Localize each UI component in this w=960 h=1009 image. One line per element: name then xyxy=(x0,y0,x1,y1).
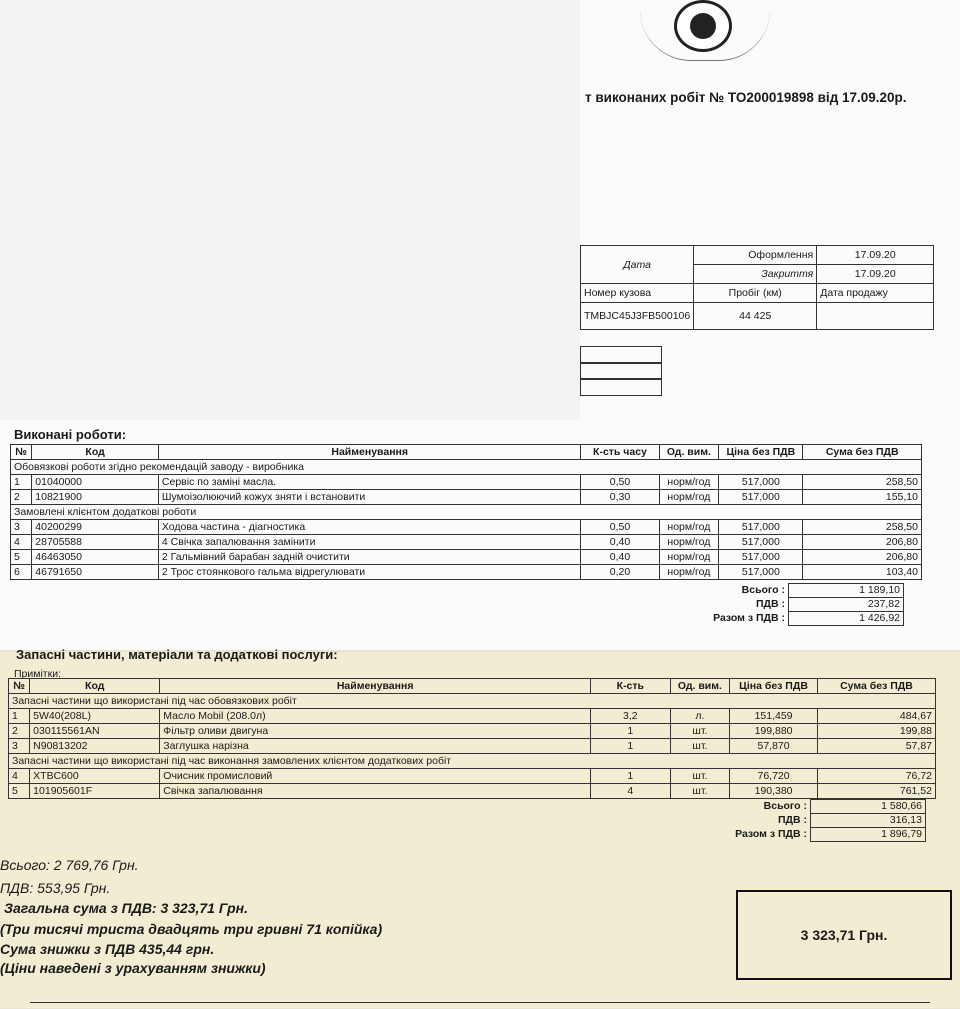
row-qty: 1 xyxy=(590,769,670,784)
row-unit: шт. xyxy=(670,724,730,739)
vin-value: TMBJC45J3FB500106 xyxy=(581,303,694,330)
row-price: 57,870 xyxy=(730,739,818,754)
works-total-label: Всього : xyxy=(741,584,785,596)
sale-date-label: Дата продажу xyxy=(817,284,934,303)
row-unit: шт. xyxy=(670,739,730,754)
row-name: 2 Трос стоянкового гальма відрегулювати xyxy=(158,565,581,580)
skoda-logo-icon xyxy=(674,0,732,52)
works-group-mandatory: Обовязкові роботи згідно рекомендацій заводу - виробника xyxy=(11,460,922,475)
summary-vat: ПДВ: 553,95 Грн. xyxy=(0,880,111,896)
mileage-value: 44 425 xyxy=(694,303,817,330)
issued-label: Оформлення xyxy=(694,246,817,265)
row-price: 517,000 xyxy=(719,550,803,565)
row-code: 46791650 xyxy=(32,565,159,580)
row-price: 517,000 xyxy=(719,490,803,505)
works-total-value: 1 189,10 xyxy=(789,584,904,598)
row-number: 4 xyxy=(11,535,32,550)
row-code: N90813202 xyxy=(30,739,160,754)
row-sum: 76,72 xyxy=(817,769,935,784)
date-label: Дата xyxy=(581,246,694,284)
row-unit: норм/год xyxy=(659,520,719,535)
row-number: 5 xyxy=(11,550,32,565)
parts-title: Запасні частини, матеріали та додаткові послуги: xyxy=(16,647,338,662)
info-table xyxy=(580,245,934,330)
summary-words: (Три тисячі триста двадцять три гривні 71 копійка) xyxy=(0,921,383,937)
row-name: Свічка запалювання xyxy=(160,784,591,799)
row-sum: 206,80 xyxy=(803,535,922,550)
row-price: 190,380 xyxy=(730,784,818,799)
col-price: Ціна без ПДВ xyxy=(730,679,818,694)
row-sum: 103,40 xyxy=(803,565,922,580)
row-qty: 4 xyxy=(590,784,670,799)
col-code: Код xyxy=(32,445,159,460)
col-number: № xyxy=(9,679,30,694)
grand-total-box xyxy=(736,890,952,980)
col-number: № xyxy=(11,445,32,460)
row-code: 28705588 xyxy=(32,535,159,550)
table-row xyxy=(11,550,922,565)
row-name: Шумоізолюючий кожух зняти і встановити xyxy=(158,490,581,505)
table-row xyxy=(11,535,922,550)
summary-total: Всього: 2 769,76 Грн. xyxy=(0,857,139,873)
sale-date-value xyxy=(817,303,934,330)
issued-value: 17.09.20 xyxy=(817,246,934,265)
row-name: Ходова частина - діагностика xyxy=(158,520,581,535)
row-number: 2 xyxy=(11,490,32,505)
row-price: 517,000 xyxy=(719,565,803,580)
table-row xyxy=(9,769,936,784)
works-title: Виконані роботи: xyxy=(14,427,127,442)
row-sum: 199,88 xyxy=(817,724,935,739)
table-row xyxy=(9,724,936,739)
row-price: 151,459 xyxy=(730,709,818,724)
row-price: 76,720 xyxy=(730,769,818,784)
parts-vat-value: 316,13 xyxy=(811,814,926,828)
row-sum: 206,80 xyxy=(803,550,922,565)
row-qty: 0,40 xyxy=(581,550,659,565)
row-price: 517,000 xyxy=(719,535,803,550)
row-qty: 1 xyxy=(590,739,670,754)
row-number: 6 xyxy=(11,565,32,580)
row-sum: 761,52 xyxy=(817,784,935,799)
works-table xyxy=(10,444,922,580)
row-unit: норм/год xyxy=(659,550,719,565)
row-sum: 258,50 xyxy=(803,520,922,535)
parts-total-label: Всього : xyxy=(763,800,807,812)
row-number: 3 xyxy=(9,739,30,754)
row-code: XTBC600 xyxy=(30,769,160,784)
col-price: Ціна без ПДВ xyxy=(719,445,803,460)
works-vat-value: 237,82 xyxy=(789,598,904,612)
table-row xyxy=(11,475,922,490)
row-unit: норм/год xyxy=(659,565,719,580)
blank-box xyxy=(580,378,662,396)
works-group-additional: Замовлені клієнтом додаткові роботи xyxy=(11,505,922,520)
parts-notes-label: Примітки: xyxy=(14,668,61,680)
row-qty: 0,50 xyxy=(581,475,659,490)
vin-label: Номер кузова xyxy=(581,284,694,303)
col-qty: К-сть xyxy=(590,679,670,694)
parts-group-mandatory: Запасні частини що використані під час обовязкових робіт xyxy=(9,694,936,709)
table-row xyxy=(9,709,936,724)
row-unit: шт. xyxy=(670,784,730,799)
row-number: 2 xyxy=(9,724,30,739)
table-row xyxy=(11,565,922,580)
table-row xyxy=(11,520,922,535)
row-number: 1 xyxy=(9,709,30,724)
works-vat-label: ПДВ : xyxy=(755,598,785,610)
row-code: 10821900 xyxy=(32,490,159,505)
row-unit: норм/год xyxy=(659,490,719,505)
row-code: 101905601F xyxy=(30,784,160,799)
grand-total-box-value: 3 323,71 Грн. xyxy=(800,927,888,943)
row-name: Очисник промисловий xyxy=(160,769,591,784)
row-price: 517,000 xyxy=(719,475,803,490)
row-code: 40200299 xyxy=(32,520,159,535)
row-sum: 155,10 xyxy=(803,490,922,505)
row-name: 2 Гальмівний барабан задній очистити xyxy=(158,550,581,565)
row-code: 5W40(208L) xyxy=(30,709,160,724)
row-name: 4 Свічка запалювання замінити xyxy=(158,535,581,550)
row-name: Сервіс по заміні масла. xyxy=(158,475,581,490)
col-name: Найменування xyxy=(160,679,591,694)
row-unit: норм/год xyxy=(659,475,719,490)
col-sum: Сума без ПДВ xyxy=(803,445,922,460)
row-code: 01040000 xyxy=(32,475,159,490)
row-number: 4 xyxy=(9,769,30,784)
mileage-label: Пробіг (км) xyxy=(694,284,817,303)
row-price: 199,880 xyxy=(730,724,818,739)
table-row xyxy=(9,784,936,799)
parts-totals xyxy=(700,799,926,842)
row-qty: 0,50 xyxy=(581,520,659,535)
row-sum: 258,50 xyxy=(803,475,922,490)
parts-total-value: 1 580,66 xyxy=(811,800,926,814)
act-title: т виконаних робіт № ТО200019898 від 17.09.20р. xyxy=(585,90,907,105)
parts-table xyxy=(8,678,936,799)
col-unit: Од. вим. xyxy=(659,445,719,460)
row-qty: 0,20 xyxy=(581,565,659,580)
row-qty: 1 xyxy=(590,724,670,739)
parts-group-additional: Запасні частини що використані під час виконання замовлених клієнтом додаткових робіт xyxy=(9,754,936,769)
col-name: Найменування xyxy=(158,445,581,460)
summary-note: (Ціни наведені з урахуванням знижки) xyxy=(0,960,266,976)
row-number: 1 xyxy=(11,475,32,490)
col-qty: К-сть часу xyxy=(581,445,659,460)
row-sum: 484,67 xyxy=(817,709,935,724)
summary-grand: Загальна сума з ПДВ: 3 323,71 Грн. xyxy=(4,900,249,916)
summary-discount: Сума знижки з ПДВ 435,44 грн. xyxy=(0,941,215,957)
row-unit: норм/год xyxy=(659,535,719,550)
row-qty: 3,2 xyxy=(590,709,670,724)
parts-grand-label: Разом з ПДВ : xyxy=(735,828,807,840)
works-grand-label: Разом з ПДВ : xyxy=(713,612,785,624)
table-row xyxy=(9,739,936,754)
works-totals xyxy=(690,583,904,626)
parts-vat-label: ПДВ : xyxy=(777,814,807,826)
row-price: 517,000 xyxy=(719,520,803,535)
row-qty: 0,30 xyxy=(581,490,659,505)
parts-grand-value: 1 896,79 xyxy=(811,828,926,842)
row-name: Заглушка нарізна xyxy=(160,739,591,754)
top-sheet-shadow xyxy=(0,0,580,420)
row-number: 3 xyxy=(11,520,32,535)
col-code: Код xyxy=(30,679,160,694)
row-number: 5 xyxy=(9,784,30,799)
table-row xyxy=(11,490,922,505)
closed-value: 17.09.20 xyxy=(817,265,934,284)
row-unit: л. xyxy=(670,709,730,724)
col-unit: Од. вим. xyxy=(670,679,730,694)
row-unit: шт. xyxy=(670,769,730,784)
row-code: 46463050 xyxy=(32,550,159,565)
works-grand-value: 1 426,92 xyxy=(789,612,904,626)
row-name: Фільтр оливи двигуна xyxy=(160,724,591,739)
col-sum: Сума без ПДВ xyxy=(817,679,935,694)
row-sum: 57,87 xyxy=(817,739,935,754)
row-code: 030115561AN xyxy=(30,724,160,739)
row-name: Масло Mobil (208.0л) xyxy=(160,709,591,724)
row-qty: 0,40 xyxy=(581,535,659,550)
closed-label: Закриття xyxy=(694,265,817,284)
